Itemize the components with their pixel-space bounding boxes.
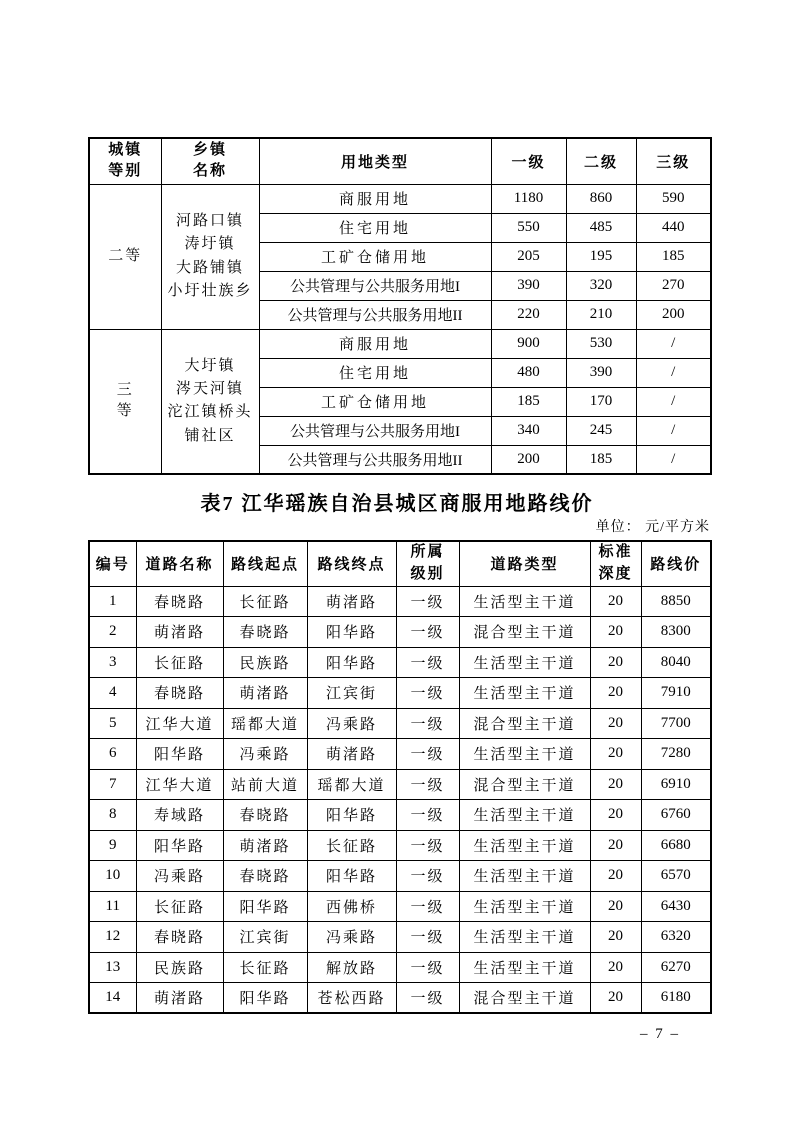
t7-price-cell: 6270 xyxy=(641,952,711,983)
t7-end-cell: 阳华路 xyxy=(307,617,396,648)
t7-road-type-cell: 混合型主干道 xyxy=(459,769,590,800)
t7-end-cell: 长征路 xyxy=(307,830,396,861)
t1-grade3-cell: / xyxy=(636,387,711,416)
t7-price-cell: 7280 xyxy=(641,739,711,770)
table-row xyxy=(89,586,711,617)
t1-tier-cell: 三 等 xyxy=(89,329,161,474)
t7-road-type-cell: 生活型主干道 xyxy=(459,800,590,831)
t7-depth-cell: 20 xyxy=(590,800,641,831)
t7-road-name-cell: 春晓路 xyxy=(136,586,223,617)
t7-start-cell: 长征路 xyxy=(223,952,307,983)
t7-grade-cell: 一级 xyxy=(396,800,459,831)
t1-grade1-cell: 1180 xyxy=(491,184,566,213)
t7-road-type-cell: 生活型主干道 xyxy=(459,678,590,709)
t7-depth-cell: 20 xyxy=(590,769,641,800)
t7-road-name-cell: 冯乘路 xyxy=(136,861,223,892)
t7-road-name-cell: 长征路 xyxy=(136,647,223,678)
t7-road-type-cell: 混合型主干道 xyxy=(459,983,590,1014)
t7-header-number: 编号 xyxy=(89,541,136,586)
t7-depth-cell: 20 xyxy=(590,830,641,861)
t7-depth-cell: 20 xyxy=(590,678,641,709)
t7-header-end: 路线终点 xyxy=(307,541,396,586)
t7-depth-cell: 20 xyxy=(590,922,641,953)
t7-road-name-cell: 萌渚路 xyxy=(136,983,223,1014)
table7-title: 表7 江华瑶族自治县城区商服用地路线价 xyxy=(200,493,594,515)
t7-price-cell: 6910 xyxy=(641,769,711,800)
t7-number-cell: 1 xyxy=(89,586,136,617)
t7-road-name-cell: 江华大道 xyxy=(136,708,223,739)
t7-header-start: 路线起点 xyxy=(223,541,307,586)
t7-price-cell: 8850 xyxy=(641,586,711,617)
table-row xyxy=(89,184,711,213)
t1-grade1-cell: 205 xyxy=(491,242,566,271)
t1-landtype-cell: 公共管理与公共服务用地I xyxy=(259,416,491,445)
t7-price-cell: 6180 xyxy=(641,983,711,1014)
t7-header-grade: 所属 级别 xyxy=(396,541,459,586)
table-row xyxy=(89,983,711,1014)
t7-road-type-cell: 混合型主干道 xyxy=(459,617,590,648)
t1-grade1-cell: 390 xyxy=(491,271,566,300)
t1-grade2-cell: 390 xyxy=(566,358,636,387)
t1-landtype-cell: 商服用地 xyxy=(259,184,491,213)
t7-depth-cell: 20 xyxy=(590,617,641,648)
t1-grade1-cell: 480 xyxy=(491,358,566,387)
t7-start-cell: 瑶都大道 xyxy=(223,708,307,739)
t1-landtype-cell: 公共管理与公共服务用地II xyxy=(259,300,491,329)
t7-start-cell: 春晓路 xyxy=(223,800,307,831)
land-grade-price-table xyxy=(88,137,712,475)
t1-landtype-cell: 工矿仓储用地 xyxy=(259,242,491,271)
t7-number-cell: 3 xyxy=(89,647,136,678)
t1-grade1-cell: 185 xyxy=(491,387,566,416)
t7-road-type-cell: 生活型主干道 xyxy=(459,830,590,861)
t7-number-cell: 6 xyxy=(89,739,136,770)
t7-road-type-cell: 生活型主干道 xyxy=(459,922,590,953)
t1-grade1-cell: 220 xyxy=(491,300,566,329)
t7-grade-cell: 一级 xyxy=(396,647,459,678)
t7-depth-cell: 20 xyxy=(590,739,641,770)
t1-towns-cell: 大圩镇 涔天河镇 沱江镇桥头 铺社区 xyxy=(161,329,259,474)
t7-end-cell: 江宾街 xyxy=(307,678,396,709)
t7-start-cell: 冯乘路 xyxy=(223,739,307,770)
table-row xyxy=(89,708,711,739)
t7-start-cell: 阳华路 xyxy=(223,891,307,922)
t1-landtype-cell: 住宅用地 xyxy=(259,213,491,242)
t1-grade3-cell: 590 xyxy=(636,184,711,213)
t7-header-row xyxy=(89,541,711,586)
t7-end-cell: 阳华路 xyxy=(307,647,396,678)
t7-road-name-cell: 春晓路 xyxy=(136,922,223,953)
t1-landtype-cell: 公共管理与公共服务用地I xyxy=(259,271,491,300)
table-row xyxy=(89,800,711,831)
t7-end-cell: 瑶都大道 xyxy=(307,769,396,800)
t7-start-cell: 春晓路 xyxy=(223,861,307,892)
table-row xyxy=(89,678,711,709)
table-row xyxy=(89,891,711,922)
t7-number-cell: 12 xyxy=(89,922,136,953)
t7-road-name-cell: 春晓路 xyxy=(136,678,223,709)
t7-end-cell: 解放路 xyxy=(307,952,396,983)
t1-grade3-cell: / xyxy=(636,358,711,387)
table-row xyxy=(89,329,711,358)
t7-header-road-type: 道路类型 xyxy=(459,541,590,586)
t7-road-name-cell: 民族路 xyxy=(136,952,223,983)
t7-grade-cell: 一级 xyxy=(396,861,459,892)
t7-number-cell: 9 xyxy=(89,830,136,861)
t7-end-cell: 阳华路 xyxy=(307,861,396,892)
t7-road-type-cell: 生活型主干道 xyxy=(459,952,590,983)
t1-tier-cell: 二等 xyxy=(89,184,161,329)
t7-number-cell: 13 xyxy=(89,952,136,983)
t7-grade-cell: 一级 xyxy=(396,922,459,953)
t7-price-cell: 6430 xyxy=(641,891,711,922)
t7-end-cell: 冯乘路 xyxy=(307,922,396,953)
t1-grade2-cell: 530 xyxy=(566,329,636,358)
t1-grade2-cell: 210 xyxy=(566,300,636,329)
t7-number-cell: 11 xyxy=(89,891,136,922)
road-line-price-table xyxy=(88,540,712,1014)
t7-number-cell: 7 xyxy=(89,769,136,800)
t7-end-cell: 萌渚路 xyxy=(307,586,396,617)
t7-price-cell: 6570 xyxy=(641,861,711,892)
t1-grade2-cell: 245 xyxy=(566,416,636,445)
t7-end-cell: 阳华路 xyxy=(307,800,396,831)
t7-grade-cell: 一级 xyxy=(396,830,459,861)
t7-road-name-cell: 萌渚路 xyxy=(136,617,223,648)
t7-depth-cell: 20 xyxy=(590,983,641,1014)
t7-start-cell: 民族路 xyxy=(223,647,307,678)
t1-landtype-cell: 工矿仓储用地 xyxy=(259,387,491,416)
t1-grade3-cell: 200 xyxy=(636,300,711,329)
t7-header-depth: 标准 深度 xyxy=(590,541,641,586)
t1-grade3-cell: 270 xyxy=(636,271,711,300)
t7-number-cell: 8 xyxy=(89,800,136,831)
t1-grade1-cell: 340 xyxy=(491,416,566,445)
t1-towns-cell: 河路口镇 涛圩镇 大路铺镇 小圩壮族乡 xyxy=(161,184,259,329)
t7-road-type-cell: 生活型主干道 xyxy=(459,861,590,892)
t7-number-cell: 10 xyxy=(89,861,136,892)
t7-start-cell: 萌渚路 xyxy=(223,678,307,709)
table-row xyxy=(89,952,711,983)
t7-road-type-cell: 生活型主干道 xyxy=(459,586,590,617)
t7-price-cell: 7700 xyxy=(641,708,711,739)
t1-grade2-cell: 860 xyxy=(566,184,636,213)
t7-start-cell: 江宾街 xyxy=(223,922,307,953)
table-row xyxy=(89,617,711,648)
t7-number-cell: 14 xyxy=(89,983,136,1014)
t7-road-name-cell: 阳华路 xyxy=(136,830,223,861)
t7-depth-cell: 20 xyxy=(590,952,641,983)
t7-depth-cell: 20 xyxy=(590,861,641,892)
t1-landtype-cell: 商服用地 xyxy=(259,329,491,358)
table-row xyxy=(89,830,711,861)
t7-road-name-cell: 寿域路 xyxy=(136,800,223,831)
t7-price-cell: 6680 xyxy=(641,830,711,861)
table-row xyxy=(89,769,711,800)
t1-landtype-cell: 公共管理与公共服务用地II xyxy=(259,445,491,474)
t7-header-price: 路线价 xyxy=(641,541,711,586)
t7-grade-cell: 一级 xyxy=(396,617,459,648)
t7-end-cell: 苍松西路 xyxy=(307,983,396,1014)
t7-grade-cell: 一级 xyxy=(396,708,459,739)
t7-grade-cell: 一级 xyxy=(396,586,459,617)
t7-end-cell: 萌渚路 xyxy=(307,739,396,770)
t7-start-cell: 站前大道 xyxy=(223,769,307,800)
t1-grade3-cell: / xyxy=(636,416,711,445)
table-row xyxy=(89,922,711,953)
t7-grade-cell: 一级 xyxy=(396,983,459,1014)
t7-start-cell: 阳华路 xyxy=(223,983,307,1014)
t7-body xyxy=(89,586,711,1013)
t7-grade-cell: 一级 xyxy=(396,769,459,800)
t7-number-cell: 4 xyxy=(89,678,136,709)
t7-road-name-cell: 长征路 xyxy=(136,891,223,922)
t7-grade-cell: 一级 xyxy=(396,678,459,709)
t7-road-type-cell: 生活型主干道 xyxy=(459,647,590,678)
t7-grade-cell: 一级 xyxy=(396,891,459,922)
t7-start-cell: 萌渚路 xyxy=(223,830,307,861)
t1-header-town: 乡镇 名称 xyxy=(161,138,259,184)
table-row xyxy=(89,647,711,678)
t1-grade1-cell: 550 xyxy=(491,213,566,242)
t7-end-cell: 西佛桥 xyxy=(307,891,396,922)
t7-road-name-cell: 江华大道 xyxy=(136,769,223,800)
t1-grade2-cell: 485 xyxy=(566,213,636,242)
t7-depth-cell: 20 xyxy=(590,586,641,617)
t1-grade2-cell: 185 xyxy=(566,445,636,474)
table-row xyxy=(89,861,711,892)
t7-grade-cell: 一级 xyxy=(396,739,459,770)
t7-header-road-name: 道路名称 xyxy=(136,541,223,586)
table-row xyxy=(89,739,711,770)
t7-grade-cell: 一级 xyxy=(396,952,459,983)
t1-landtype-cell: 住宅用地 xyxy=(259,358,491,387)
t1-header-landtype: 用地类型 xyxy=(259,138,491,184)
t1-grade3-cell: / xyxy=(636,329,711,358)
t1-grade3-cell: 185 xyxy=(636,242,711,271)
t7-number-cell: 5 xyxy=(89,708,136,739)
t7-end-cell: 冯乘路 xyxy=(307,708,396,739)
t7-road-type-cell: 生活型主干道 xyxy=(459,739,590,770)
page-number: – 7 – xyxy=(640,1026,680,1042)
t7-start-cell: 春晓路 xyxy=(223,617,307,648)
t1-header-row xyxy=(89,138,711,184)
t7-start-cell: 长征路 xyxy=(223,586,307,617)
t1-header-grade3: 三级 xyxy=(636,138,711,184)
t7-price-cell: 8040 xyxy=(641,647,711,678)
t7-road-type-cell: 混合型主干道 xyxy=(459,708,590,739)
t1-header-tier: 城镇 等别 xyxy=(89,138,161,184)
t7-number-cell: 2 xyxy=(89,617,136,648)
t7-depth-cell: 20 xyxy=(590,647,641,678)
t7-price-cell: 6760 xyxy=(641,800,711,831)
t1-header-grade1: 一级 xyxy=(491,138,566,184)
t7-price-cell: 7910 xyxy=(641,678,711,709)
t1-grade1-cell: 900 xyxy=(491,329,566,358)
t1-grade3-cell: / xyxy=(636,445,711,474)
t1-grade2-cell: 320 xyxy=(566,271,636,300)
t7-road-type-cell: 生活型主干道 xyxy=(459,891,590,922)
t7-price-cell: 8300 xyxy=(641,617,711,648)
t7-road-name-cell: 阳华路 xyxy=(136,739,223,770)
t1-header-grade2: 二级 xyxy=(566,138,636,184)
t1-grade1-cell: 200 xyxy=(491,445,566,474)
unit-label: 单位： 元/平方米 xyxy=(595,520,710,535)
t1-grade2-cell: 195 xyxy=(566,242,636,271)
t1-grade3-cell: 440 xyxy=(636,213,711,242)
t7-depth-cell: 20 xyxy=(590,708,641,739)
t1-grade2-cell: 170 xyxy=(566,387,636,416)
t7-depth-cell: 20 xyxy=(590,891,641,922)
t7-price-cell: 6320 xyxy=(641,922,711,953)
